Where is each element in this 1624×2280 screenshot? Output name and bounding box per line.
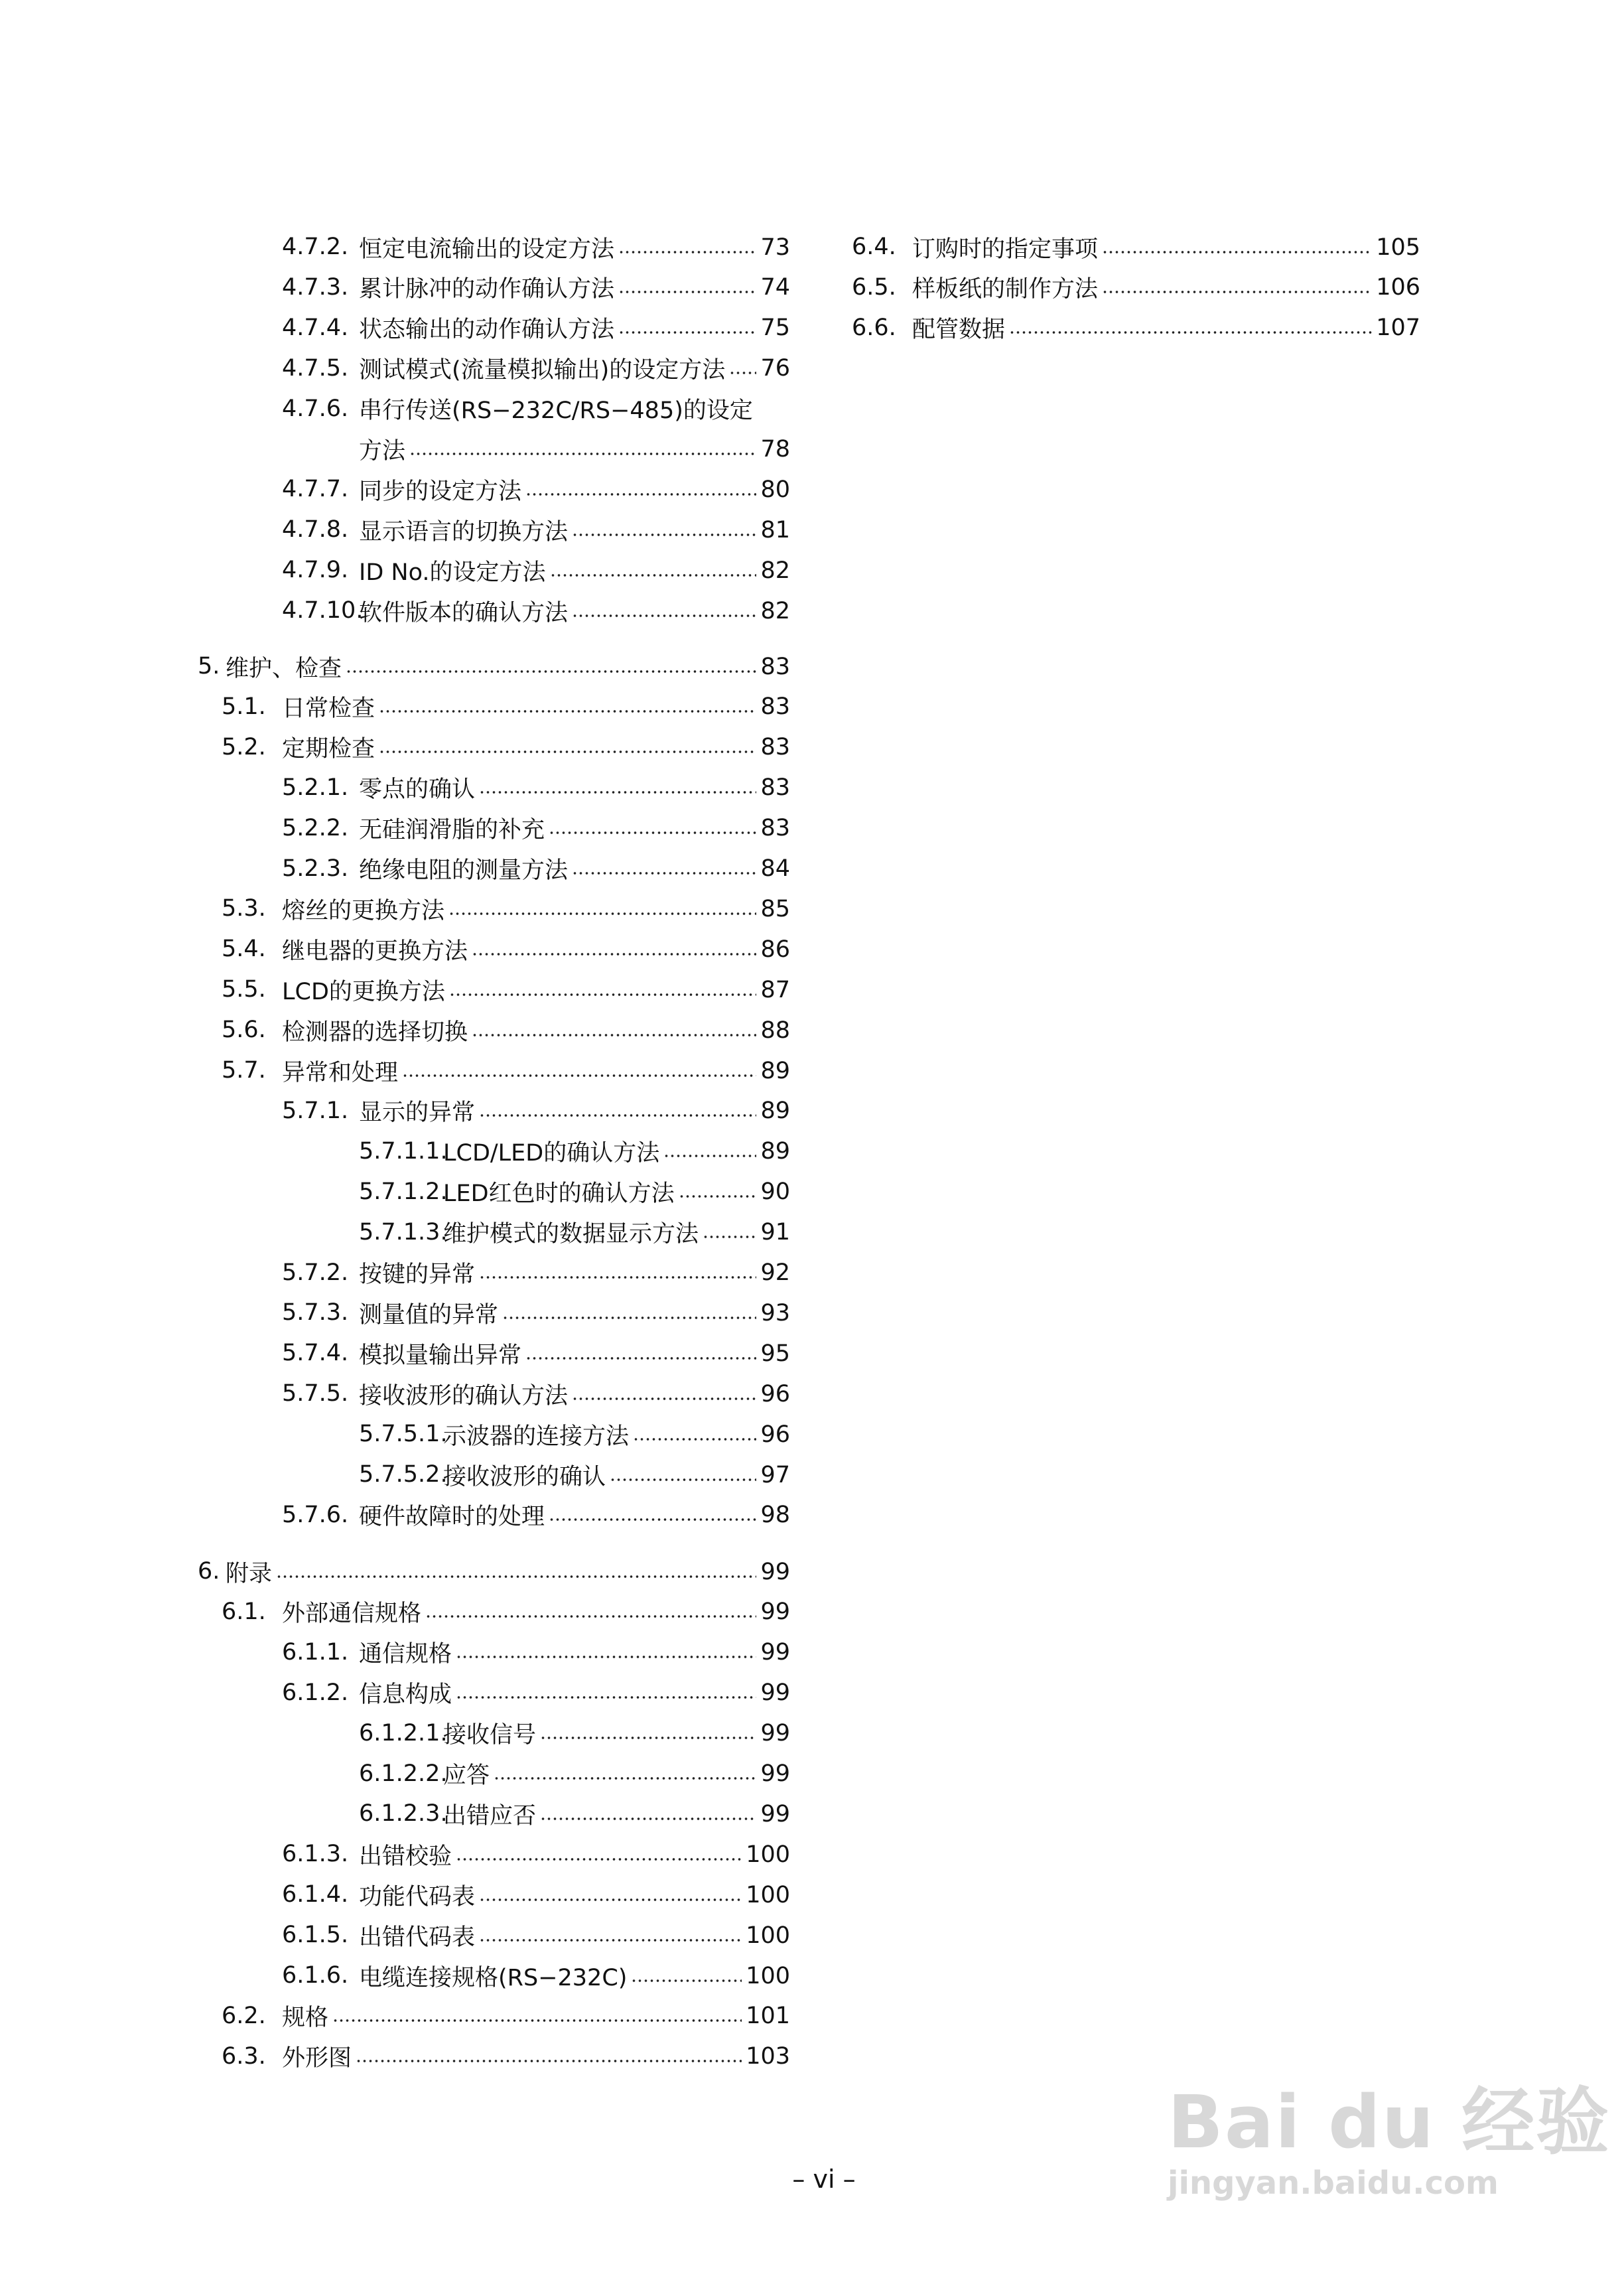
toc-entry-number: 5.7.2.	[282, 1259, 349, 1286]
toc-entry-title: 外部通信规格	[282, 1601, 422, 1628]
toc-entry-page: 78	[760, 436, 790, 463]
toc-entry-page: 84	[760, 855, 790, 882]
toc-entry-number: 5.7.1.	[282, 1097, 349, 1124]
toc-entry-page: 100	[746, 1881, 790, 1908]
dot-leader	[572, 614, 756, 618]
toc-entry-page: 80	[760, 476, 790, 503]
toc-entry[interactable]	[282, 1091, 790, 1131]
dot-leader	[479, 1275, 756, 1279]
toc-entry-page: 103	[746, 2043, 790, 2070]
toc-entry-page: 89	[760, 1138, 790, 1165]
toc-entry-page: 82	[760, 557, 790, 584]
dot-leader	[572, 1397, 756, 1401]
toc-entry-title: 接收波形的确认方法	[359, 1382, 569, 1409]
toc-entry-title: 零点的确认	[359, 776, 476, 804]
toc-entry-number: 4.7.4.	[282, 314, 349, 341]
toc-entry-title: 串行传送(RS−232C/RS−485)的设定	[359, 397, 753, 425]
dot-leader	[1009, 330, 1372, 334]
toc-entry-number: 5.2.1.	[282, 774, 349, 801]
toc-entry-title: 通信规格	[359, 1641, 452, 1668]
dot-leader	[679, 1194, 757, 1198]
toc-entry-title: 维护、检查	[226, 655, 342, 682]
toc-entry-page: 105	[1376, 234, 1420, 261]
toc-entry-page: 83	[760, 815, 790, 842]
toc-entry-page: 74	[760, 274, 790, 301]
toc-entry[interactable]	[282, 348, 790, 389]
dot-leader	[379, 750, 756, 754]
dot-leader	[540, 1736, 756, 1740]
toc-entry[interactable]	[359, 1794, 790, 1834]
toc-entry-page: 99	[760, 1720, 790, 1747]
toc-entry-title: 外形图	[282, 2045, 352, 2072]
toc-entry[interactable]	[359, 429, 790, 470]
toc-entry[interactable]	[222, 1592, 790, 1632]
toc-entry-title: 软件版本的确认方法	[359, 599, 569, 626]
toc-entry-number: 5.7.1.2.	[359, 1178, 448, 1205]
dot-leader	[409, 452, 756, 456]
dot-leader	[525, 492, 756, 496]
toc-entry-number: 6.6.	[852, 314, 896, 341]
toc-entry-page: 100	[746, 1841, 790, 1868]
toc-entry-number: 6.2.	[222, 2002, 266, 2029]
toc-entry-number: 5.3.	[222, 895, 266, 922]
dot-leader	[550, 573, 757, 577]
toc-entry-title: 信息构成	[359, 1681, 452, 1709]
toc-entry[interactable]	[222, 1010, 790, 1050]
toc-entry[interactable]	[282, 849, 790, 889]
toc-entry[interactable]	[222, 2036, 790, 2077]
toc-entry-page: 90	[760, 1178, 790, 1206]
toc-entry-number: 6.1.6.	[282, 1962, 349, 1989]
toc-entry-number: 6.1.	[222, 1598, 266, 1625]
toc-entry-page: 86	[760, 936, 790, 963]
toc-entry[interactable]	[359, 1713, 790, 1754]
dot-leader	[1102, 250, 1372, 254]
dot-leader	[572, 871, 756, 875]
toc-entry-title: LED红色时的确认方法	[443, 1180, 675, 1208]
toc-entry-page: 101	[746, 2003, 790, 2030]
toc-entry-number: 5.2.3.	[282, 855, 349, 882]
dot-leader	[610, 1478, 756, 1482]
dot-leader	[729, 371, 756, 375]
toc-entry[interactable]	[359, 1131, 790, 1172]
toc-entry-number: 6.1.2.3.	[359, 1800, 448, 1827]
toc-entry-page: 81	[760, 516, 790, 543]
toc-entry-page: 99	[760, 1679, 790, 1707]
dot-leader	[572, 533, 756, 537]
toc-entry[interactable]	[282, 808, 790, 849]
watermark-logo: Bai du 经验	[1168, 2080, 1611, 2165]
page-number: – vi –	[792, 2165, 856, 2194]
toc-entry-title: 绝缘电阻的测量方法	[359, 857, 569, 884]
toc-entry[interactable]	[359, 1172, 790, 1212]
toc-entry-number: 4.7.3.	[282, 273, 349, 301]
toc-entry-title: 规格	[282, 2005, 329, 2032]
toc-entry[interactable]	[282, 1293, 790, 1333]
toc-entry[interactable]	[282, 768, 790, 808]
toc-entry-number: 6.3.	[222, 2042, 266, 2070]
toc-entry[interactable]	[282, 1956, 790, 1996]
dot-leader	[449, 993, 757, 997]
toc-entry-page: 83	[760, 734, 790, 761]
toc-entry-title: 恒定电流输出的设定方法	[359, 236, 615, 263]
toc-entry-page: 89	[760, 1057, 790, 1084]
toc-entry-title: 方法	[359, 438, 406, 464]
toc-entry-page: 106	[1376, 274, 1420, 301]
dot-leader	[502, 1316, 756, 1320]
toc-entry[interactable]	[282, 469, 790, 510]
toc-entry-page: 98	[760, 1502, 790, 1529]
toc-entry[interactable]	[282, 1834, 790, 1875]
toc-entry-title: 电缆连接规格(RS−232C)	[359, 1964, 628, 1991]
toc-entry[interactable]	[282, 550, 790, 591]
toc-entry-number: 4.7.10.	[282, 597, 364, 624]
toc-entry-number: 6.1.2.	[282, 1679, 349, 1706]
toc-entry[interactable]	[222, 1050, 790, 1091]
toc-entry-number: 4.7.9.	[282, 557, 349, 584]
toc-entry-number: 6.4.	[852, 234, 896, 260]
dot-leader	[631, 1979, 742, 1983]
toc-entry[interactable]	[198, 1551, 790, 1592]
toc-entry-title: 硬件故障时的处理	[359, 1504, 545, 1531]
toc-entry-page: 93	[760, 1299, 790, 1326]
toc-entry-title: LCD/LED的确认方法	[443, 1140, 660, 1167]
toc-entry-title: 出错校验	[359, 1843, 452, 1870]
toc-entry-number: 6.1.2.2.	[359, 1760, 448, 1787]
toc-entry-title: 附录	[226, 1560, 273, 1587]
toc-entry-number: 4.7.7.	[282, 476, 349, 503]
dot-leader	[456, 1695, 756, 1699]
toc-entry[interactable]	[222, 687, 790, 727]
toc-entry-title: 按键的异常	[359, 1261, 476, 1288]
toc-entry-number: 5.4.	[222, 936, 266, 963]
toc-entry-number: 4.7.8.	[282, 516, 349, 543]
toc-entry-title: 显示语言的切换方法	[359, 518, 569, 545]
toc-entry-number: 6.5.	[852, 273, 896, 301]
dot-leader	[479, 790, 756, 794]
toc-entry-number: 6.1.1.	[282, 1638, 349, 1666]
toc-entry-number: 6.1.5.	[282, 1922, 349, 1949]
toc-entry-page: 87	[760, 976, 790, 1003]
dot-leader	[448, 912, 756, 916]
toc-entry[interactable]	[198, 646, 790, 687]
toc-entry-title: 模拟量输出异常	[359, 1342, 522, 1369]
toc-entry[interactable]	[282, 308, 790, 348]
toc-entry[interactable]	[359, 1212, 790, 1253]
toc-entry-number: 6.1.2.1.	[359, 1719, 448, 1746]
toc-entry-title: 出错应否	[443, 1802, 537, 1829]
toc-entry-title: 定期检查	[282, 736, 375, 763]
toc-entry-title: 接收波形的确认	[443, 1463, 606, 1490]
dot-leader	[540, 1817, 756, 1821]
toc-entry-number: 4.7.6.	[282, 395, 349, 422]
toc-entry-page: 76	[760, 355, 790, 382]
toc-entry-number: 5.7.5.2.	[359, 1461, 448, 1488]
dot-leader	[472, 952, 756, 956]
dot-leader	[456, 1655, 756, 1659]
toc-entry[interactable]	[222, 889, 790, 929]
toc-entry[interactable]	[282, 1632, 790, 1673]
dot-leader	[456, 1857, 742, 1861]
toc-entry-title: 测量值的异常	[359, 1301, 499, 1328]
toc-entry-page: 99	[760, 1800, 790, 1827]
toc-entry[interactable]	[282, 1374, 790, 1414]
toc-entry[interactable]	[852, 308, 1420, 348]
toc-entry[interactable]	[282, 1495, 790, 1535]
toc-entry-number: 5.5.	[222, 976, 266, 1003]
toc-entry-page: 92	[760, 1259, 790, 1286]
toc-entry-page: 107	[1376, 315, 1420, 342]
toc-entry[interactable]	[359, 1455, 790, 1495]
toc-entry-number: 5.6.	[222, 1017, 266, 1044]
dot-leader	[479, 1938, 742, 1942]
toc-entry[interactable]	[852, 267, 1420, 308]
toc-entry-title: 测试模式(流量模拟输出)的设定方法	[359, 357, 726, 384]
toc-entry-page: 83	[760, 693, 790, 721]
toc-entry[interactable]	[852, 227, 1420, 267]
toc-entry-page: 99	[760, 1639, 790, 1666]
dot-leader	[346, 670, 756, 674]
toc-entry-number: 4.7.2.	[282, 234, 349, 260]
dot-leader	[356, 2059, 742, 2063]
dot-leader	[549, 831, 756, 835]
toc-entry-number: 6.1.3.	[282, 1841, 349, 1868]
toc-entry-title: 应答	[443, 1762, 490, 1789]
toc-entry-title: 样板纸的制作方法	[912, 276, 1099, 303]
dot-leader	[549, 1518, 756, 1522]
toc-entry-title: 日常检查	[282, 695, 375, 723]
toc-entry-page: 83	[760, 774, 790, 802]
toc-entry-title: 维护模式的数据显示方法	[443, 1221, 699, 1248]
toc-entry-number: 5.2.2.	[282, 814, 349, 841]
toc-entry-number: 5.7.	[222, 1057, 266, 1084]
toc-entry[interactable]	[282, 389, 790, 429]
toc-entry[interactable]	[282, 267, 790, 308]
toc-entry-page: 82	[760, 597, 790, 624]
toc-entry[interactable]	[282, 227, 790, 267]
dot-leader	[479, 1898, 742, 1902]
toc-entry[interactable]	[282, 1253, 790, 1293]
toc-entry-number: 5.2.	[222, 733, 266, 760]
toc-entry-number: 5.7.5.1.	[359, 1421, 448, 1448]
toc-entry[interactable]	[222, 1996, 790, 2036]
toc-entry-title: 状态输出的动作确认方法	[359, 317, 615, 344]
toc-entry-number: 4.7.5.	[282, 354, 349, 382]
toc-entry-title: 接收信号	[443, 1722, 537, 1749]
toc-entry-number: 5.7.1.3.	[359, 1218, 448, 1246]
toc-entry-page: 83	[760, 653, 790, 680]
toc-entry[interactable]	[282, 1333, 790, 1374]
toc-entry-page: 97	[760, 1461, 790, 1488]
dot-leader	[479, 1113, 756, 1117]
toc-entry-page: 75	[760, 315, 790, 342]
toc-entry-title: 检测器的选择切换	[282, 1019, 468, 1046]
toc-entry-number: 5.7.4.	[282, 1340, 349, 1367]
toc-entry-title: 功能代码表	[359, 1883, 476, 1910]
toc-entry-page: 99	[760, 1599, 790, 1626]
toc-entry-title: 异常和处理	[282, 1059, 399, 1086]
toc-entry-title: 熔丝的更换方法	[282, 897, 445, 924]
baidu-watermark	[1168, 2064, 1610, 2202]
toc-entry[interactable]	[282, 1673, 790, 1713]
toc-entry[interactable]	[222, 969, 790, 1010]
toc-entry-title: 配管数据	[912, 317, 1006, 344]
toc-entry-number: 5.7.6.	[282, 1501, 349, 1528]
toc-entry-title: 示波器的连接方法	[443, 1423, 630, 1450]
toc-entry-number: 5.7.5.	[282, 1380, 349, 1407]
dot-leader	[332, 2019, 742, 2023]
toc-entry-title: 订购时的指定事项	[912, 236, 1099, 263]
dot-leader	[525, 1356, 756, 1360]
toc-entry[interactable]	[359, 1754, 790, 1794]
toc-entry-title: 同步的设定方法	[359, 478, 522, 505]
toc-entry-page: 88	[760, 1017, 790, 1044]
dot-leader	[663, 1154, 756, 1158]
dot-leader	[633, 1437, 756, 1441]
toc-entry-page: 99	[760, 1558, 790, 1585]
toc-entry-number: 5.7.1.1.	[359, 1137, 448, 1165]
dot-leader	[276, 1575, 756, 1579]
dot-leader	[402, 1074, 756, 1078]
toc-entry-page: 100	[746, 1962, 790, 1989]
toc-entry-page: 73	[760, 234, 790, 261]
toc-entry-title: LCD的更换方法	[282, 978, 445, 1005]
toc-entry-number: 6.	[198, 1558, 220, 1585]
toc-entry-title: 出错代码表	[359, 1924, 476, 1951]
toc-entry-title: ID No.的设定方法	[359, 559, 546, 586]
dot-leader	[618, 330, 756, 334]
toc-entry[interactable]	[222, 727, 790, 768]
toc-entry-title: 显示的异常	[359, 1100, 476, 1127]
toc-entry-page: 91	[760, 1219, 790, 1246]
toc-entry-page: 96	[760, 1421, 790, 1448]
dot-leader	[379, 709, 756, 713]
toc-entry-number: 6.1.4.	[282, 1881, 349, 1908]
toc-entry[interactable]	[222, 929, 790, 969]
toc-entry[interactable]	[282, 591, 790, 631]
dot-leader	[472, 1033, 756, 1037]
toc-entry-page: 96	[760, 1380, 790, 1407]
dot-leader	[425, 1614, 756, 1618]
toc-entry-number: 5.7.3.	[282, 1299, 349, 1326]
toc-entry[interactable]	[282, 1915, 790, 1956]
toc-entry-title: 继电器的更换方法	[282, 938, 468, 965]
dot-leader	[1102, 290, 1372, 294]
toc-entry-number: 5.1.	[222, 693, 266, 720]
toc-entry-number: 5.	[198, 653, 220, 679]
dot-leader	[703, 1235, 756, 1239]
toc-entry-page: 89	[760, 1098, 790, 1125]
toc-entry-page: 99	[760, 1760, 790, 1787]
toc-entry[interactable]	[282, 510, 790, 550]
toc-entry[interactable]	[282, 1875, 790, 1915]
toc-entry-title: 累计脉冲的动作确认方法	[359, 276, 615, 303]
dot-leader	[494, 1776, 756, 1780]
toc-entry-page: 100	[746, 1922, 790, 1949]
dot-leader	[618, 290, 756, 294]
toc-entry[interactable]	[359, 1414, 790, 1455]
toc-entry-page: 95	[760, 1340, 790, 1367]
toc-entry-page: 85	[760, 895, 790, 922]
dot-leader	[618, 250, 756, 254]
watermark-url: jingyan.baidu.com	[1168, 2165, 1499, 2202]
toc-entry-title: 无硅润滑脂的补充	[359, 817, 545, 844]
